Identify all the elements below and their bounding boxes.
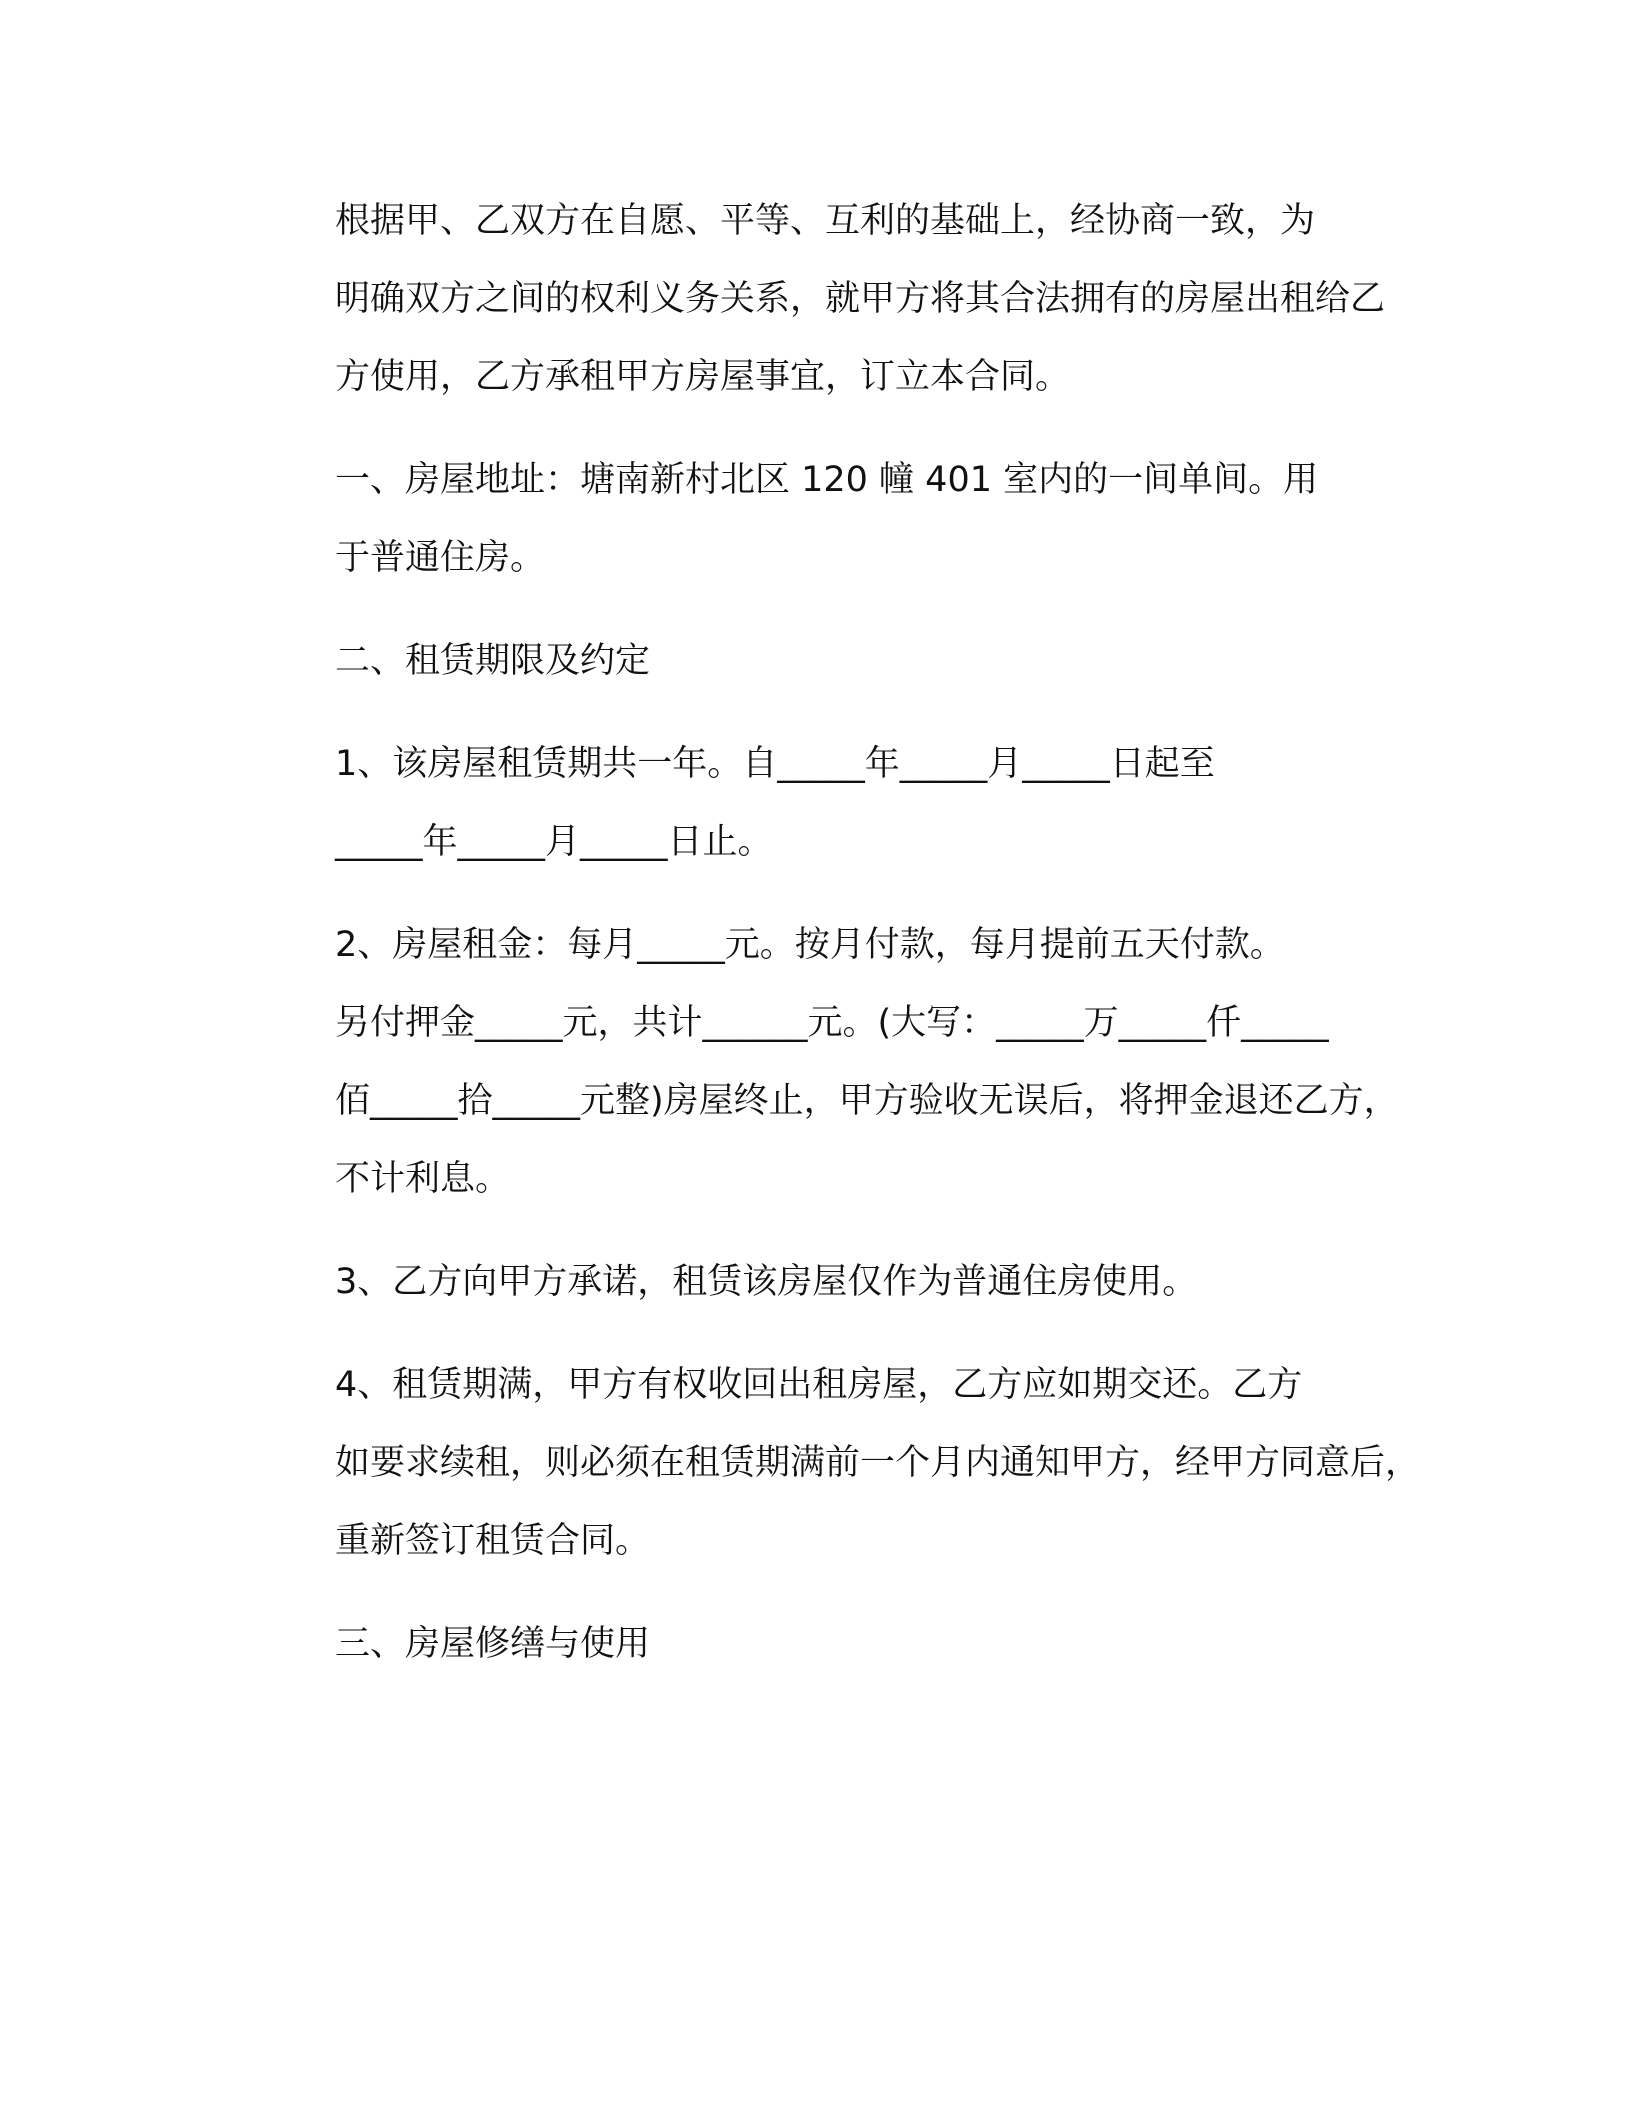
clause-usage-commitment [240, 1243, 1380, 1321]
text-line: 3、乙方向甲方承诺，租赁该房屋仅作为普通住房使用。 [335, 1262, 1198, 1302]
text-line: 三、房屋修缮与使用 [335, 1624, 651, 1664]
text-line: 一、房屋地址：塘南新村北区 120 幢 401 室内的一间单间。用 [335, 460, 1319, 500]
text-line: 如要求续租，则必须在租赁期满前一个月内通知甲方，经甲方同意后， [335, 1443, 1421, 1483]
text-line: 另付押金_____元，共计______元。(大写：_____万_____仟_____ [335, 1003, 1329, 1043]
paragraph-preamble [240, 182, 1386, 416]
paragraph-house-address [240, 441, 1380, 597]
text-line: 2、房屋租金：每月_____元。按月付款，每月提前五天付款。 [335, 925, 1285, 965]
text-line: 佰_____拾_____元整)房屋终止，甲方验收无误后，将押金退还乙方， [335, 1081, 1399, 1121]
clause-lease-expiry [240, 1346, 1421, 1580]
text-line: 明确双方之间的权利义务关系，就甲方将其合法拥有的房屋出租给乙 [335, 279, 1386, 319]
text-line: 4、租赁期满，甲方有权收回出租房屋，乙方应如期交还。乙方 [335, 1365, 1303, 1405]
text-line: 重新签订租赁合同。 [335, 1521, 651, 1561]
section-heading-repair-use [240, 1605, 1380, 1683]
contract-body [240, 182, 1421, 1708]
text-line: 于普通住房。 [335, 538, 546, 578]
text-line: 1、该房屋租赁期共一年。自_____年_____月_____日起至 [335, 744, 1215, 784]
text-line: 方使用，乙方承租甲方房屋事宜，订立本合同。 [335, 357, 1071, 397]
text-line: _____年_____月_____日止。 [335, 822, 773, 862]
clause-lease-period [240, 725, 1380, 881]
section-heading-lease-term [240, 622, 1380, 700]
text-line: 二、租赁期限及约定 [335, 641, 651, 681]
clause-rent [240, 906, 1399, 1218]
text-line: 根据甲、乙双方在自愿、平等、互利的基础上，经协商一致，为 [335, 201, 1316, 241]
text-line: 不计利息。 [335, 1159, 511, 1199]
